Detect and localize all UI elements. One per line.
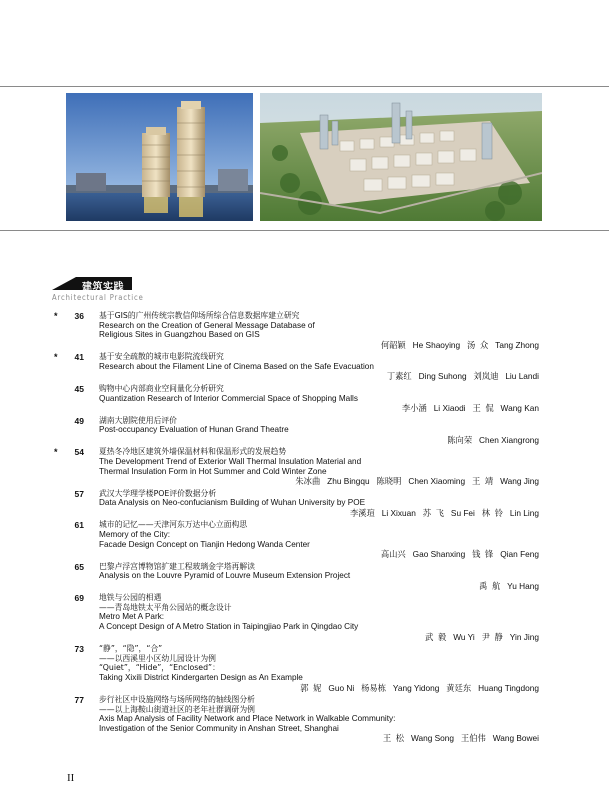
tower-photo [66, 93, 253, 221]
toc-title-line: Metro Met A Park: [99, 612, 165, 622]
featured-star: * [54, 447, 58, 458]
toc-page-number: 69 [74, 593, 84, 604]
toc-page-number: 65 [74, 561, 84, 572]
toc-title-line: 购物中心内部商业空间量化分析研究 [99, 383, 224, 393]
toc-title-line: Quantization Research of Interior Commercial Space of Shopping Malls [99, 393, 358, 403]
toc-title-line: Religious Sites in Guangzhou Based on GIS [99, 330, 260, 340]
toc-authors: 陈向荣 Chen Xiangrong [447, 434, 539, 445]
toc-entry[interactable] [0, 416, 609, 446]
toc-title-line: Memory of the City: [99, 529, 170, 539]
toc-title-line: Investigation of the Senior Community in Anshan Street, Shanghai [99, 723, 339, 733]
toc-title-line: “Quiet”，“Hide”，“Enclosed”： [99, 663, 220, 673]
toc-authors: 王 松 Wang Song 王伯伟 Wang Bowei [382, 733, 539, 744]
toc-title-line: ——以西溪里小区幼儿园设计为例 [99, 653, 216, 663]
toc-page-number: 41 [74, 352, 84, 363]
toc-entry[interactable] [0, 352, 609, 382]
featured-star: * [54, 352, 58, 363]
toc-entry[interactable] [0, 520, 609, 559]
toc-title-line: Taking Xixili District Kindergarten Design as An Example [99, 672, 303, 682]
toc-title-line: Thermal Insulation Form in Hot Summer and Cold Winter Zone [99, 466, 327, 476]
aerial-photo [260, 93, 542, 221]
toc-authors: 朱冰曲 Zhu Bingqu 陈晓明 Chen Xiaoming 王 靖 Wang Jing [295, 476, 539, 487]
toc-title-line: 基于安全疏散的城市电影院流线研究 [99, 352, 224, 362]
toc-title-line: 步行社区中设施网络与场所网络的轴线图分析 [99, 695, 255, 705]
toc-page-number: 49 [74, 415, 84, 426]
toc-title-line: “静”，“隐”，“合” [99, 644, 163, 654]
toc-entry[interactable] [0, 644, 609, 693]
toc-authors: 武 毅 Wu Yi 尹 静 Yin Jing [425, 631, 539, 642]
toc-authors: 禹 航 Yu Hang [479, 580, 539, 591]
toc-entry[interactable] [0, 489, 609, 519]
section-title-en: Architectural Practice [52, 293, 144, 302]
toc-title-line: Analysis on the Louvre Pyramid of Louvre Museum Extension Project [99, 571, 351, 581]
toc-title-line: 夏热冬冷地区建筑外墙保温材料和保温形式的发展趋势 [99, 447, 287, 457]
toc-entry[interactable] [0, 695, 609, 744]
toc-page-number: 73 [74, 644, 84, 655]
toc-page-number: 57 [74, 488, 84, 499]
toc-title-line: 地铁与公园的相遇 [99, 593, 162, 603]
toc-authors: 高山兴 Gao Shanxing 钱 锋 Qian Feng [380, 549, 539, 560]
toc-title-line: 巴黎卢浮宫博物馆扩建工程玻璃金字塔再解读 [99, 561, 255, 571]
toc-entry[interactable] [0, 562, 609, 592]
toc-title-line: ——青岛地铁太平角公园站的概念设计 [99, 602, 232, 612]
toc-authors: 郭 妮 Guo Ni 杨易栋 Yang Yidong 黄廷东 Huang Tingdong [300, 682, 539, 693]
table-of-contents [0, 311, 609, 746]
toc-page-number: 77 [74, 695, 84, 706]
toc-page-number: 36 [74, 311, 84, 321]
section-header [52, 277, 172, 307]
toc-title-line: Data Analysis on Neo-confucianism Building of Wuhan University by POE [99, 498, 366, 508]
toc-authors: 李小涵 Li Xiaodi 王 侃 Wang Kan [401, 403, 539, 414]
toc-title-line: The Development Trend of Exterior Wall Thermal Insulation Material and [99, 456, 362, 466]
section-title-zh: 建筑实践 [82, 282, 124, 293]
toc-authors: 丁素红 Ding Suhong 刘岚迪 Liu Landi [386, 371, 539, 382]
toc-entry[interactable] [0, 447, 609, 486]
toc-title-line: 武汉大学理学楼POE评价数据分析 [99, 488, 217, 498]
page-number: II [67, 772, 75, 784]
toc-title-line: Axis Map Analysis of Facility Network and Place Network in Walkable Community: [99, 714, 396, 724]
toc-entry[interactable] [0, 384, 609, 414]
toc-title-line: Research about the Filament Line of Cinema Based on the Safe Evacuation [99, 361, 374, 371]
toc-entry[interactable] [0, 311, 609, 350]
toc-entry[interactable] [0, 593, 609, 642]
toc-page-number: 54 [74, 447, 84, 458]
featured-star: * [54, 311, 58, 321]
toc-authors: 李溪瑄 Li Xixuan 苏 飞 Su Fei 林 铃 Lin Ling [349, 507, 539, 518]
toc-authors: 何韶颖 He Shaoying 汤 众 Tang Zhong [380, 339, 539, 350]
toc-title-line: Facade Design Concept on Tianjin Hedong Wanda Center [99, 539, 310, 549]
toc-title-line: Post-occupancy Evaluation of Hunan Grand Theatre [99, 425, 289, 435]
toc-title-line: ——以上海鞍山街道社区的老年社群调研为例 [99, 704, 255, 714]
toc-title-line: A Concept Design of A Metro Station in Taipingjiao Park in Qingdao City [99, 622, 359, 632]
toc-title-line: 湖南大剧院使用后评价 [99, 415, 177, 425]
toc-title-line: Research on the Creation of General Message Database of [99, 320, 315, 330]
top-rule [0, 86, 609, 87]
toc-page-number: 45 [74, 383, 84, 394]
toc-title-line: 基于GIS的广州传统宗教信仰场所综合信息数据库建立研究 [99, 311, 300, 320]
middle-rule [0, 230, 609, 231]
toc-title-line: 城市的记忆——天津河东万达中心立面构思 [99, 520, 248, 530]
toc-page-number: 61 [74, 520, 84, 531]
